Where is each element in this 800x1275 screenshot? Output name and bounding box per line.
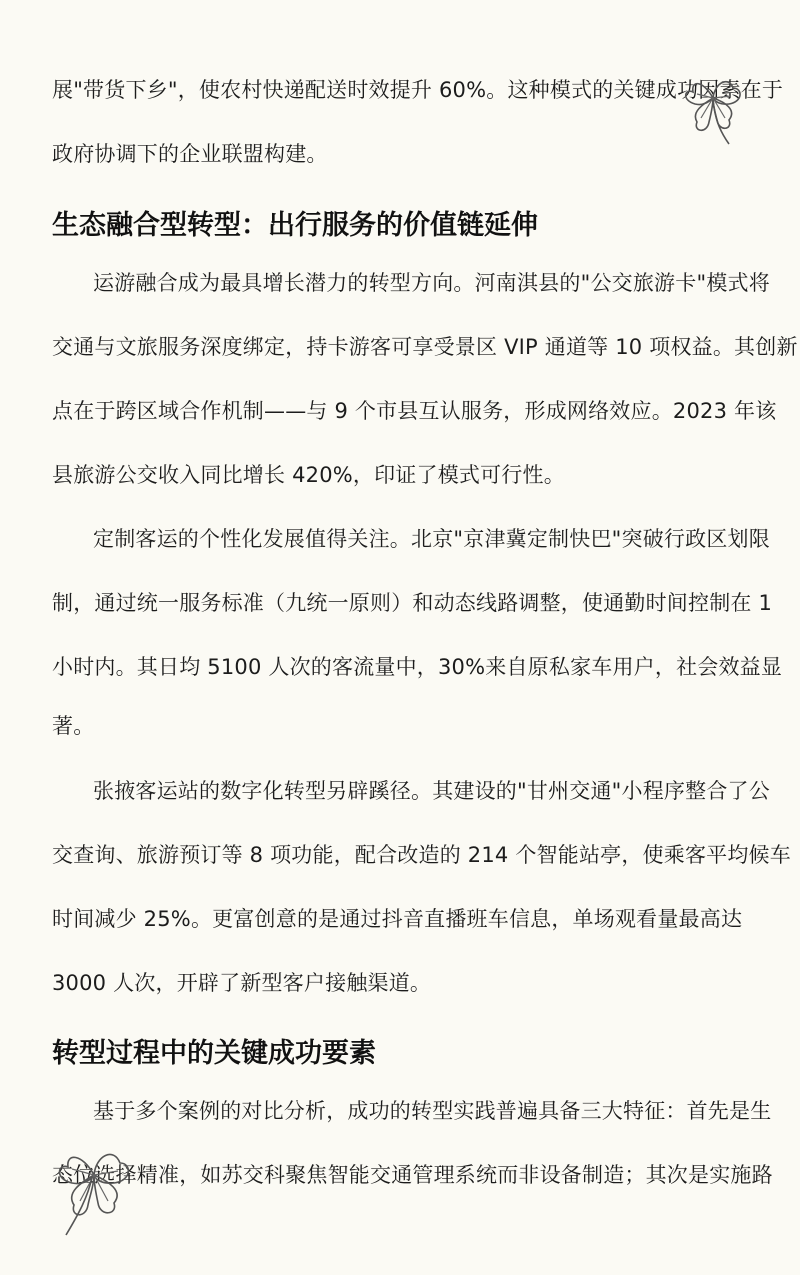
text-line: 县旅游公交收入同比增长 420%，印证了模式可行性。 — [52, 463, 565, 487]
text-line: 运游融合成为最具增长潜力的转型方向。河南淇县的"公交旅游卡"模式将 — [93, 271, 770, 295]
text-line: 3000 人次，开辟了新型客户接触渠道。 — [52, 971, 432, 995]
section-heading-ecology: 生态融合型转型：出行服务的价值链延伸 — [52, 210, 538, 241]
text-line: 定制客运的个性化发展值得关注。北京"京津冀定制快巴"突破行政区划限 — [93, 527, 770, 551]
text-line: 态位选择精准，如苏交科聚焦智能交通管理系统而非设备制造；其次是实施路 — [52, 1163, 773, 1187]
text-line: 展"带货下乡"，使农村快递配送时效提升 60%。这种模式的关键成功因素在于 — [52, 78, 784, 102]
text-line: 政府协调下的企业联盟构建。 — [52, 142, 328, 166]
text-line: 交查询、旅游预订等 8 项功能，配合改造的 214 个智能站亭，使乘客平均候车 — [52, 843, 791, 867]
text-line: 时间减少 25%。更富创意的是通过抖音直播班车信息，单场观看量最高达 — [52, 907, 743, 931]
section-heading-factors: 转型过程中的关键成功要素 — [52, 1038, 376, 1069]
text-line: 制，通过统一服务标准（九统一原则）和动态线路调整，使通勤时间控制在 1 — [52, 591, 773, 615]
text-line: 小时内。其日均 5100 人次的客流量中，30%来自原私家车用户，社会效益显 — [52, 655, 783, 679]
text-line: 点在于跨区域合作机制——与 9 个市县互认服务，形成网络效应。2023 年该 — [52, 399, 777, 423]
text-line: 交通与文旅服务深度绑定，持卡游客可享受景区 VIP 通道等 10 项权益。其创新 — [52, 335, 798, 359]
text-line: 基于多个案例的对比分析，成功的转型实践普遍具备三大特征：首先是生 — [93, 1099, 772, 1123]
text-line: 著。 — [52, 714, 95, 738]
text-line: 张掖客运站的数字化转型另辟蹊径。其建设的"甘州交通"小程序整合了公 — [93, 779, 770, 803]
